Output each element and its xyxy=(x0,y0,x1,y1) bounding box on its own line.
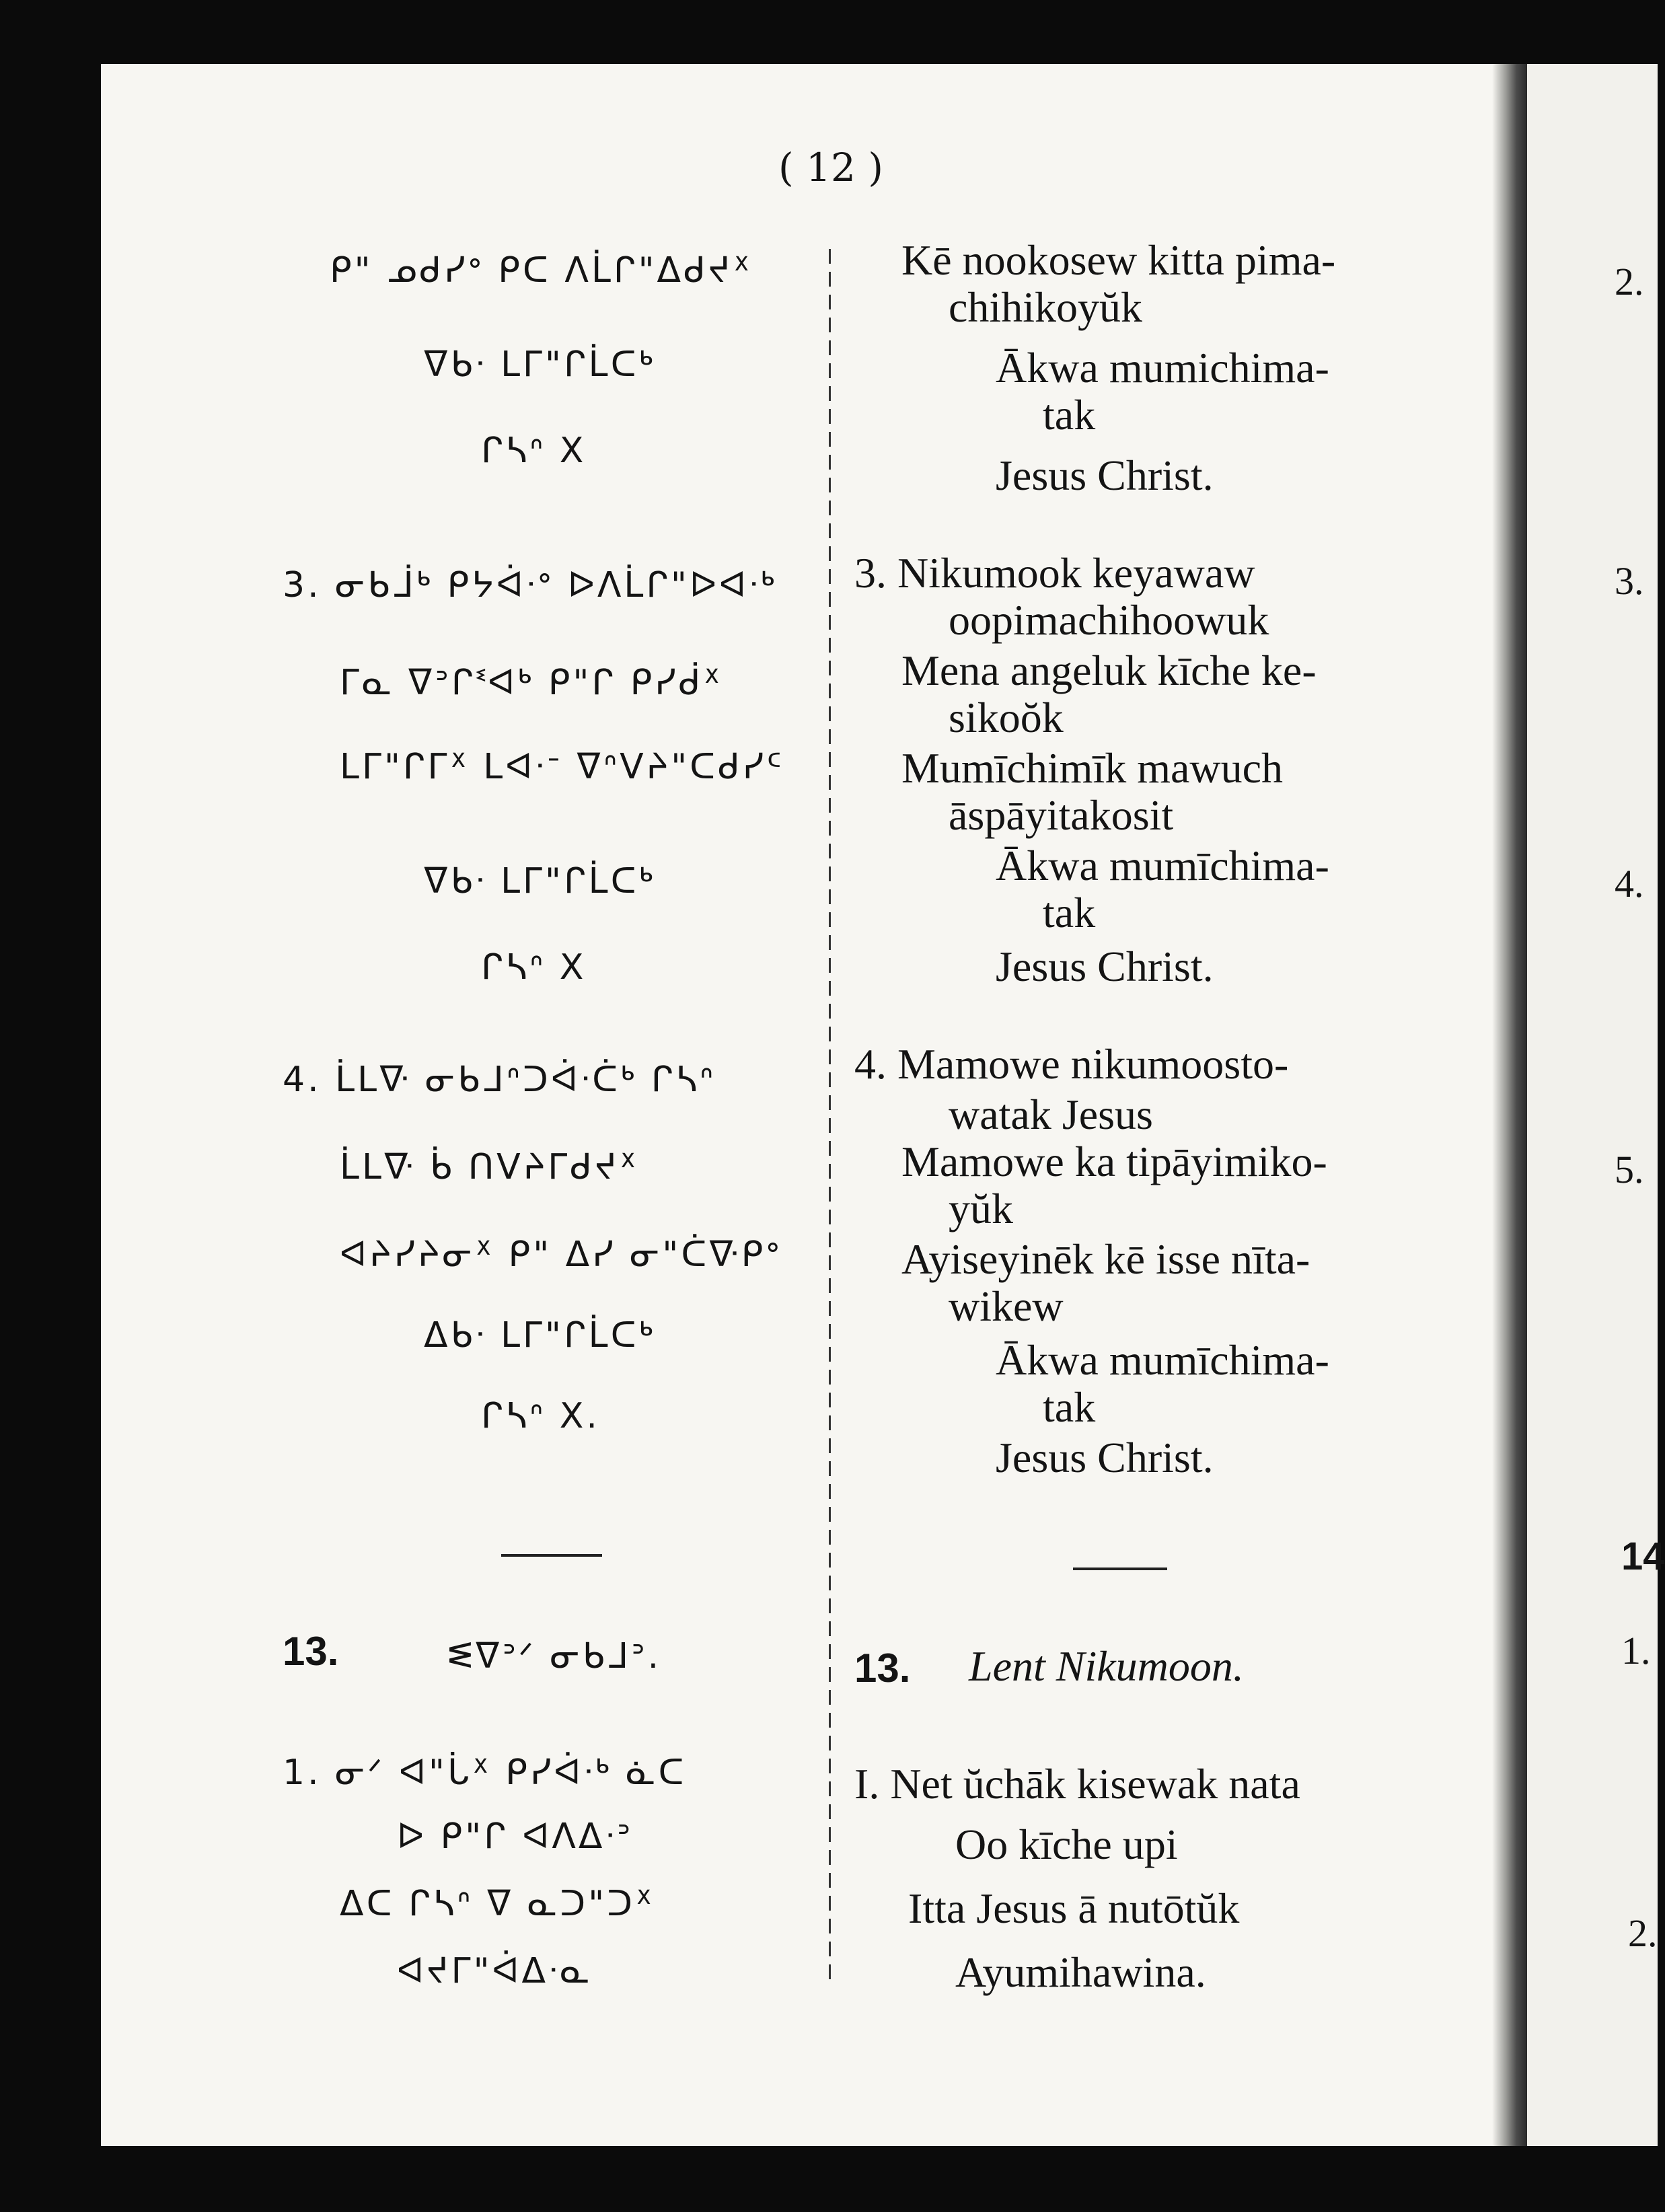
text-line: Ākwa mumichima- xyxy=(996,344,1329,392)
text-line: Jesus Christ. xyxy=(996,1434,1214,1481)
section-title: ᓬᐁᐣᐟ ᓂᑲᒧᐣ. xyxy=(447,1636,662,1676)
syllabic-line: ᒋᓴᐢ X xyxy=(481,431,587,471)
text-line: tak xyxy=(1043,889,1096,936)
syllabic-line: ᐅ ᑭ"ᒋ ᐊᐱᐃᐧᐣ xyxy=(397,1816,634,1857)
syllabic-line: 4. ᒫᒪᐍ ᓂᑲᒧᐢᑐᐋᐧᑖᒃ ᒋᓴᐢ xyxy=(283,1060,716,1100)
section-separator xyxy=(501,1554,602,1557)
syllabic-line: ᒫᒪᐍ ᑳ ᑎᐯᔨᒥᑯᔪᕽ xyxy=(340,1147,639,1187)
section-number: 13. xyxy=(854,1646,911,1691)
text-line: Kē nookosew kitta pima- xyxy=(901,236,1336,284)
text-line: Jesus Christ. xyxy=(996,943,1214,990)
text-line: tak xyxy=(1043,1383,1096,1431)
syllabic-line: ᐁᑲᐧ ᒪᒥ"ᒋᒫᑕᒃ xyxy=(424,344,656,385)
page-header: ( 12 ) xyxy=(778,145,883,190)
column-divider xyxy=(829,249,831,1985)
next-page-number: 2. xyxy=(1615,260,1644,303)
section-separator xyxy=(1073,1568,1167,1570)
text-line: sikoŏk xyxy=(949,694,1064,741)
text-line: Ākwa mumīchima- xyxy=(996,1336,1329,1384)
text-line: 3. Nikumook keyawaw xyxy=(854,549,1255,597)
text-line: yŭk xyxy=(949,1185,1013,1232)
text-line: 4. Mamowe nikumoosto- xyxy=(854,1040,1289,1088)
syllabic-line: 1. ᓂᐟ ᐊ"ᒑᕽ ᑭᓯᐋᐧᒃ ᓈᑕ xyxy=(283,1753,687,1793)
syllabic-line: ᐃᑲᐧ ᒪᒥ"ᒋᒫᑕᒃ xyxy=(424,1315,656,1356)
text-line: Ayiseyinēk kē isse nīta- xyxy=(901,1235,1310,1283)
text-line: Mamowe ka tipāyimiko- xyxy=(901,1138,1327,1185)
syllabic-line: ᐁᑲᐧ ᒪᒥ"ᒋᒫᑕᒃ xyxy=(424,861,656,901)
text-line: oopimachihoowuk xyxy=(949,596,1269,644)
gutter-shadow xyxy=(1492,64,1527,2146)
syllabic-line: ᑭ" ᓄᑯᓯᐤ ᑭᑕ ᐱᒫᒋ"ᐃᑯᔪᕽ xyxy=(330,250,753,291)
text-line: āspāyitakosit xyxy=(949,791,1174,839)
text-line: wikew xyxy=(949,1282,1064,1330)
text-line: chihikoyŭk xyxy=(949,283,1142,331)
syllabic-line: ᒥᓇ ᐁᐣᒋᓫᐊᒃ ᑭ"ᒋ ᑭᓯᑰᕽ xyxy=(340,663,723,703)
text-line: Oo kīche upi xyxy=(955,1820,1178,1868)
syllabic-line: ᐊᔨᓯᔨᓂᕽ ᑭ" ᐃᓯ ᓂ"ᑖᐍᑭᐤ xyxy=(340,1234,782,1275)
section-number: 13. xyxy=(283,1629,339,1674)
text-line: Mumīchimīk mawuch xyxy=(901,744,1284,792)
text-line: watak Jesus xyxy=(949,1091,1153,1138)
next-page-number: 5. xyxy=(1615,1148,1644,1191)
text-line: I. Net ŭchāk kisewak nata xyxy=(854,1760,1300,1808)
text-line: Jesus Christ. xyxy=(996,451,1214,499)
text-line: Ayumihawina. xyxy=(955,1948,1206,1996)
syllabic-line: ᒪᒥ"ᒋᒥᕽ ᒪᐊᐧᐨ ᐁᐢᐯᔨ"ᑕᑯᓯᑦ xyxy=(340,747,784,787)
syllabic-line: ᐊᔪᒥ"ᐋᐃᐧᓇ xyxy=(397,1951,593,1991)
next-page-number: 1. xyxy=(1621,1629,1651,1672)
next-page-number: 4. xyxy=(1615,862,1644,906)
next-page-edge xyxy=(1527,64,1658,2146)
syllabic-line: ᒋᓴᐢ X. xyxy=(481,1396,600,1436)
next-page-number: 14 xyxy=(1621,1535,1665,1578)
text-line: Ākwa mumīchima- xyxy=(996,842,1329,889)
section-title: Lent Nikumoon. xyxy=(969,1642,1244,1690)
text-line: Itta Jesus ā nutōtŭk xyxy=(908,1884,1240,1932)
text-line: Mena angeluk kīche ke- xyxy=(901,647,1317,694)
next-page-number: 2. xyxy=(1628,1911,1658,1955)
syllabic-line: ᒋᓴᐢ X xyxy=(481,947,587,988)
syllabic-line: ᐃᑕ ᒋᓴᐢ ᐁ ᓇᑐ"ᑐᕽ xyxy=(340,1884,655,1924)
syllabic-line: 3. ᓂᑲᒨᒃ ᑭᔭᐋᐧᐤ ᐅᐱᒫᒋ"ᐅᐊᐧᒃ xyxy=(283,565,778,605)
next-page-number: 3. xyxy=(1615,559,1644,603)
text-line: tak xyxy=(1043,391,1096,439)
